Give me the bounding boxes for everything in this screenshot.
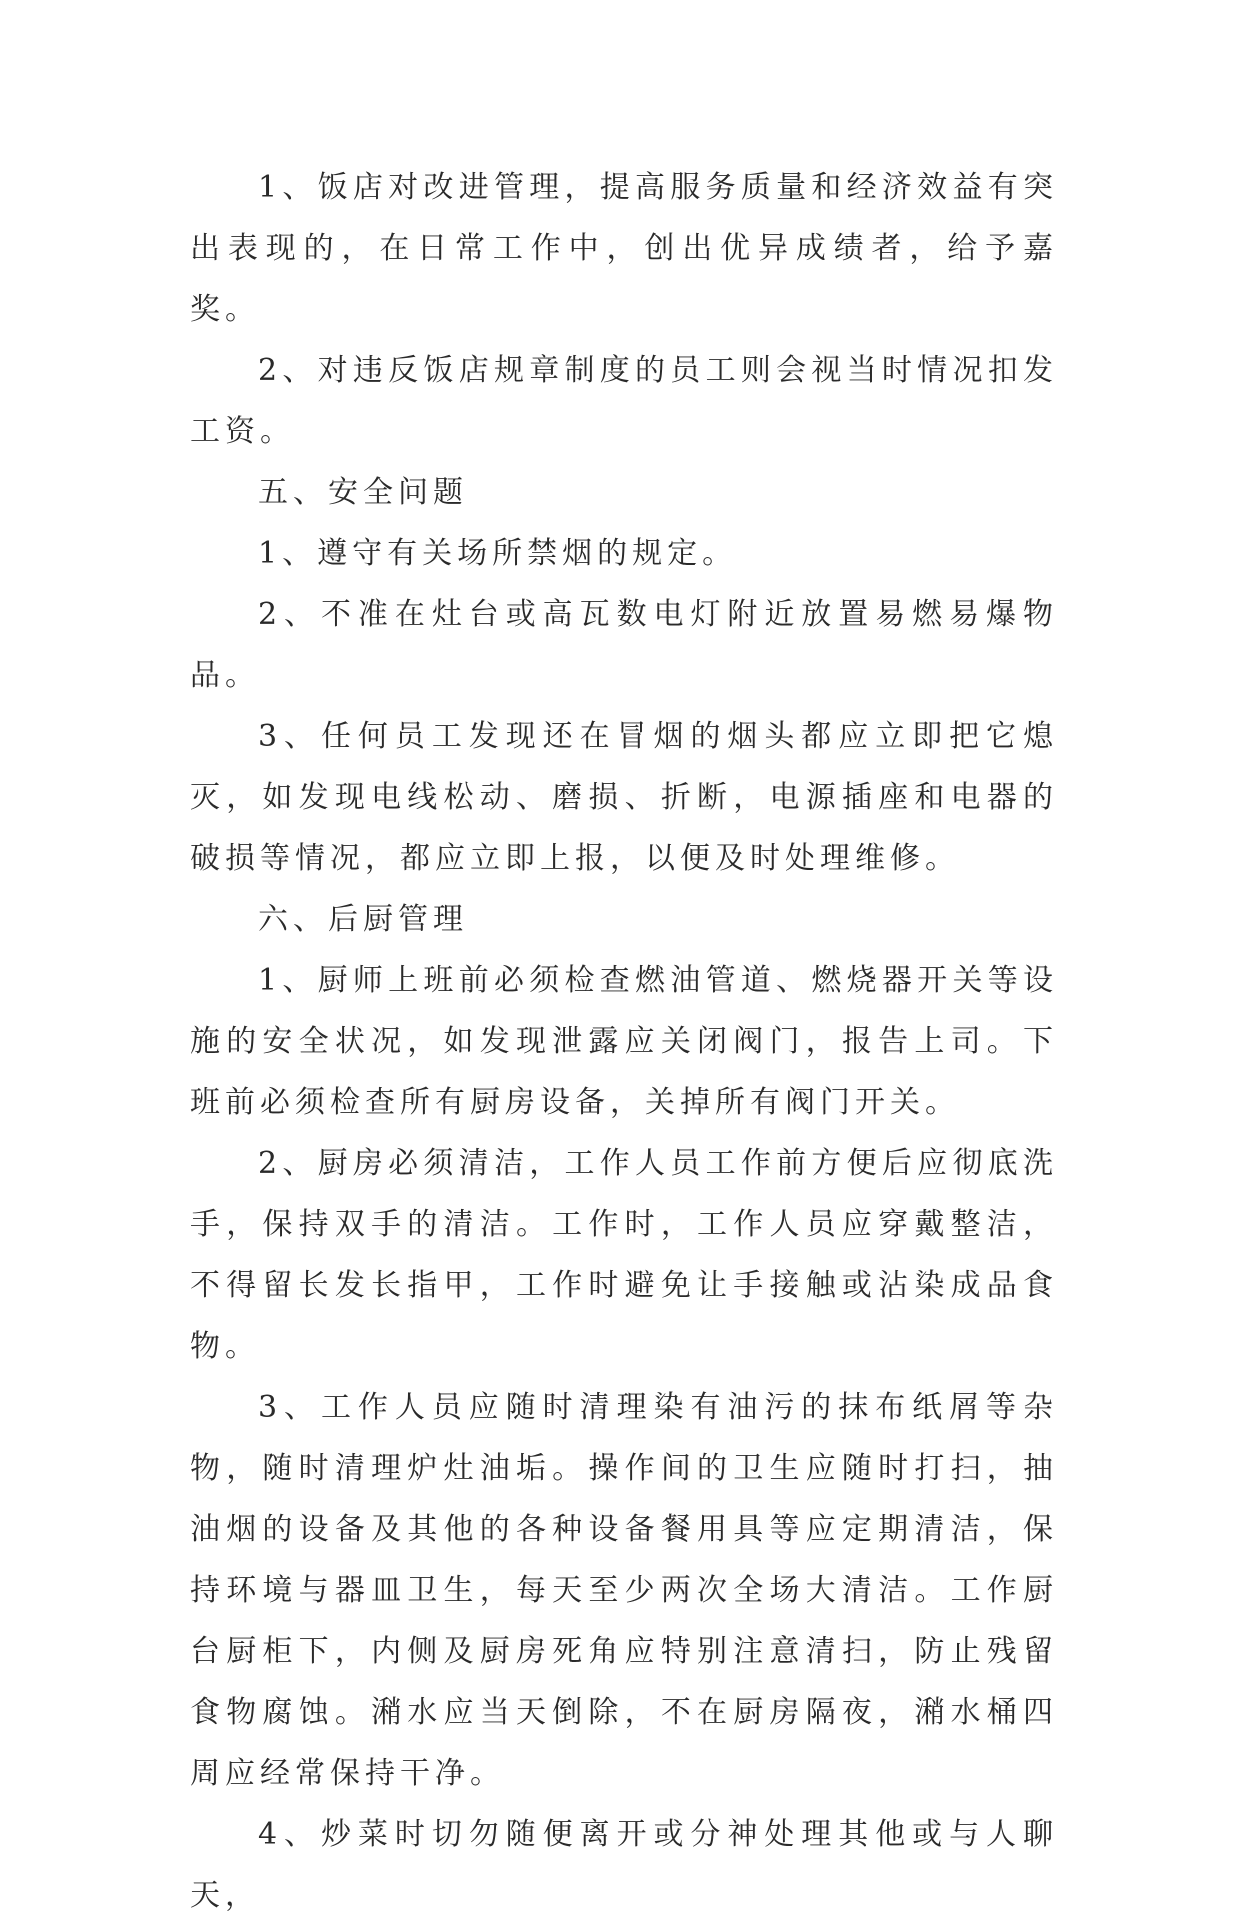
paragraph-no-smoking: 1、遵守有关场所禁烟的规定。 <box>258 536 738 571</box>
paragraph-flammables: 2、不准在灶台或高瓦数电灯附近放置易燃易爆物品。 <box>190 597 1058 693</box>
paragraph-wage-deduction: 2、对违反饭店规章制度的员工则会视当时情况扣发工资。 <box>190 353 1058 449</box>
paragraph-equipment-check: 1、厨师上班前必须检查燃油管道、燃烧器开关等设施的安全状况，如发现泄露应关闭阀门，报告上司。下班前必须检查所有厨房设备，关掉所有阀门开关。 <box>190 963 1058 1120</box>
document-body <box>190 157 1058 1926</box>
paragraph-reward: 1、饭店对改进管理，提高服务质量和经济效益有突出表现的，在日常工作中，创出优异成绩者，给予嘉奖。 <box>190 170 1058 327</box>
paragraph-cooking-attention: 4、炒菜时切勿随便离开或分神处理其他或与人聊天， <box>190 1817 1058 1913</box>
section-heading-safety: 五、安全问题 <box>258 475 468 510</box>
paragraph-fire-hazards: 3、任何员工发现还在冒烟的烟头都应立即把它熄灭，如发现电线松动、磨损、折断，电源插座和电器的破损等情况，都应立即上报，以便及时处理维修。 <box>190 719 1058 876</box>
section-heading-kitchen: 六、后厨管理 <box>258 902 468 937</box>
paragraph-hygiene: 2、厨房必须清洁，工作人员工作前方便后应彻底洗手，保持双手的清洁。工作时，工作人员应穿戴整洁，不得留长发长指甲，工作时避免让手接触或沾染成品食物。 <box>190 1146 1058 1364</box>
paragraph-cleaning: 3、工作人员应随时清理染有油污的抹布纸屑等杂物，随时清理炉灶油垢。操作间的卫生应随时打扫，抽油烟的设备及其他的各种设备餐用具等应定期清洁，保持环境与器皿卫生，每天至少两次全场大清洁。工作厨台厨柜下，内侧及厨房死角应特别注意清扫，防止残留食物腐蚀。潲水应当天倒除，不在厨房隔夜，潲水桶四周应经常保持干净。 <box>190 1390 1058 1791</box>
